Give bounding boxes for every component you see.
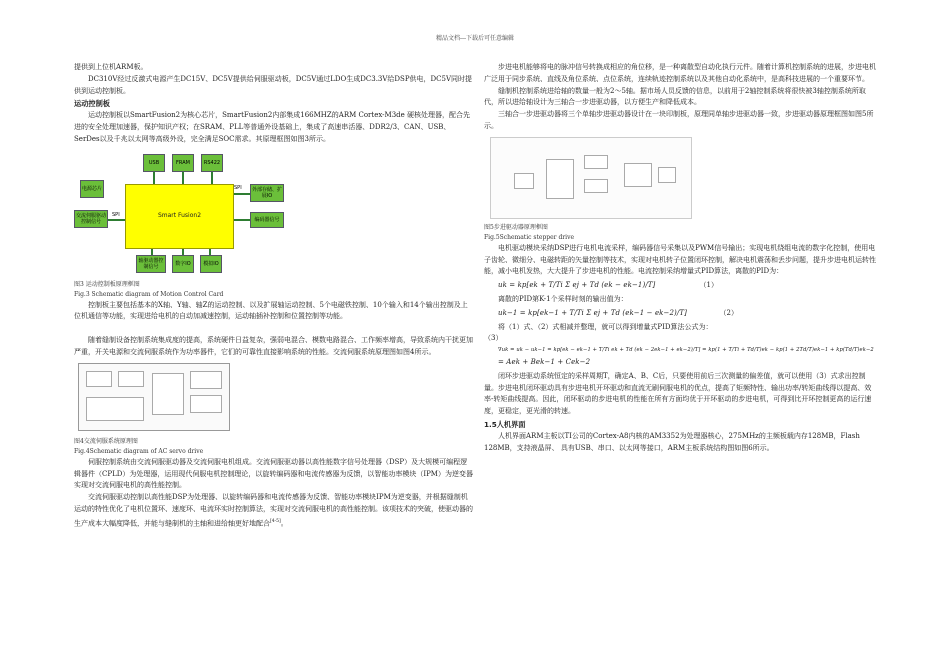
diagram-block (190, 395, 222, 413)
paragraph-text: 交流伺服驱动控制以高性能DSP为处理器、以旋转编码器和电流传感器为反馈、智能功率模块IPM为逆变器，并根据缝制机运动的特性优化了电机位置环、速度环、电流环实时控制算法，实现对交流伺服电机的高性能控制。该项技术的突破，使驱动器的生产成本大幅度降低，并能与缝制机的主轴和进给轴更好地配合 (74, 493, 473, 528)
equation-3-formula-a: ∇uk = uk − uk−1 = kp[ek − ek−1 + T/Ti ek + Td (ek − 2ek−1 + ek−2)/T] = kp(1 + T/Ti + Td/T)ek − kp(1 + 2Td/T)ek−1 + kp(Td/T)ek−2 (498, 347, 874, 354)
figure-5-stepper-diagram (484, 133, 879, 223)
block-power-chip: 电源芯片 (80, 180, 104, 198)
block-axis-driver-signal: 轴驱动器控制信号 (136, 255, 166, 273)
paragraph: 离散的PID第K-1个采样时刻的输出值为： (498, 294, 628, 303)
paragraph-end: 。 (280, 519, 288, 528)
left-column (74, 62, 474, 530)
page-header: 精品文档---下载后可任意编辑 (435, 35, 515, 42)
paragraph: 运动控制板以SmartFusion2为核心芯片，SmartFusion2内部集成166MHZ的ARM Cortex-M3de 硬核处理器，配合先进的安全处理加速器，保护知识产权；在SRAM、PLL等普通外设基础上，集成了高速串活器、DDR2/3、CAN、USB、SerDes以及千兆以太网等高级外设，完全满足SOC需求。其原理框图如图3所示。 (74, 111, 471, 143)
paragraph (74, 492, 474, 530)
diagram-block (190, 371, 222, 389)
equation-3 (498, 345, 879, 357)
block-fram: FRAM (172, 154, 194, 172)
spi-label-left: SPI (112, 211, 120, 218)
paragraph: 缝制机控制系统进给轴的数量一般为2～5轴。据市场人员反馈的信息，以前用于2轴控制系统将很快被3轴控制系统所取代，所以进给轴设计为三轴合一步进驱动器，以方便生产和降低成本。 (484, 86, 866, 107)
diagram-block (584, 155, 608, 169)
figure-5-caption-en: Fig.5Schematic stepper drive (484, 233, 575, 241)
figure-5-caption-cn: 图5步进驱动器原理框图 (484, 223, 548, 231)
paragraph: 控制板主要包括基本的X轴、Y轴、轴Z的运动控制、以及扩展轴运动控制、5个电磁铁控制、10个输入和14个输出控制及上位机通信等功能，实现进给电机的自动加减速控制，运动轴插补控制和位置控制等功能。 (74, 300, 468, 321)
paragraph: 将（1）式、（2）式相减并整理，就可以得到增量式PID算法公式为： (498, 322, 713, 331)
equation-1-number: （1） (699, 281, 718, 290)
diagram-block (118, 371, 144, 387)
paragraph: 伺服控制系统由交流伺服驱动器及交流伺服电机组成。交流伺服驱动器以高性能数字信号处理器（DSP）及大规模可编程逻辑器件（CPLD）为处理器，运用现代伺服电机控制理论，以旋转编码器和电流传感器为反馈，以智能功率模块（IPM）为逆变器实现对交流伺服电机的高性能控制。 (74, 457, 473, 490)
block-ac-servo-signal: 交流伺服驱动控制信号 (74, 210, 108, 228)
wire (211, 172, 213, 184)
figure-3-caption-cn: 图3 运动控制板原理框图 (74, 280, 140, 288)
equation-2-number: （2） (719, 308, 738, 317)
block-smartfusion2-core: Smart Fusion2 (125, 184, 234, 249)
figure-4-caption-cn: 图4交流伺服系统原理图 (74, 437, 138, 445)
right-column (484, 62, 879, 454)
equation-2 (498, 308, 738, 320)
figure-3-motion-control-diagram (74, 148, 474, 276)
paragraph: 三轴合一步进驱动器将三个单轴步进驱动器设计在一块印制板，原理同单轴步进驱动器一致，步进驱动器原理框图如图5所示。 (484, 110, 874, 130)
equation-3-number: （3） (484, 334, 503, 343)
diagram-block (152, 373, 184, 415)
diagram-block (658, 167, 676, 183)
block-digital-io: 数字IO (172, 255, 194, 273)
paragraph: 电机驱动模块采纳DSP进行电机电流采样，编码器信号采集以及PWM信号输出；实现电机绕组电流的数字化控制，使用电子齿轮、微细分、电磁转距的矢量控制等技术，实现对电机转子位置闭环控制，解决电机震荡和丢步问题，提升步进电机运转性能，减小电机发热，大大提升了步进电机的性能。电流控制采纳增量式PID算法，离散的PID为： (484, 243, 876, 276)
block-external-storage: 外部存储、扩展IO (250, 184, 284, 202)
spi-label-right: SPI (234, 184, 242, 191)
wire (234, 219, 250, 221)
paragraph: 步进电机能够将电的脉冲信号转换成相应的角位移，是一种离散型自动化执行元件。随着计算机控制系统的进展，步进电机广泛用于同步系统、直线及角位系统、点位系统，连续轨迹控制系统以及其他自动化系统中，是高科技进展的一个重要环节。 (484, 63, 876, 83)
section-heading-motion-control: 运动控制板 (74, 99, 110, 109)
wire (182, 172, 184, 184)
block-rs422: RS422 (201, 154, 223, 172)
figure-4-ac-servo-diagram (74, 361, 474, 433)
equation-3b (498, 357, 879, 369)
citation: [4-5] (270, 518, 281, 524)
paragraph: DC310V经过反激式电源产生DC15V、DC5V提供给伺服驱动板，DC5V通过LDO生成DC3.3V给DSP供电，DC5V同时提供到运动控制板。 (74, 74, 473, 95)
wire (234, 193, 250, 195)
wire (153, 172, 155, 184)
section-heading-hmi: 1.5人机界面 (484, 419, 526, 429)
paragraph: 随着缝制设备控制系统集成度的提高，系统硬件日益复杂，强弱电混合、模数电路混合、工作频率增高，导致系统内干扰更加严重，开关电源和交流伺服系统作为功率器件，它们的可靠性直接影响系统的性能。交流伺服系统原理图如图4所示。 (74, 336, 473, 356)
equation-1-formula: uk = kp[ek + T/Ti Σ ej + Td (ek − ek−1)/T] (498, 281, 656, 290)
diagram-block (86, 371, 112, 387)
paragraph: 闭环步进驱动系统恒定的采样周期T，确定A、B、C后，只要使用前后三次测量的偏差值，就可以使用（3）式求出控制量。步进电机闭环驱动具有步进电机开环驱动和直流无刷伺服电机的优点，提高了矩频特性、输出功率/转矩曲线得以提高、效率-转矩曲线提高。因此，闭环驱动的步进电机的性能在所有方面均优于开环驱动的步进电机，可得到比开环控制更高的运行速度，更稳定，更光滑的转速。 (484, 371, 872, 416)
diagram-block (546, 159, 574, 199)
equation-3-number-row (484, 333, 879, 345)
figure-4-caption-en: Fig.4Schematic diagram of AC servo drive (74, 447, 204, 455)
paragraph: 人机界面ARM主板以TI公司的Cortex-A8内核的AM3352为处理器核心，275MHz的主频板载内存128MB，Flash 128MB，支持液晶屏、 具有USB、串口、以太网等接口，ARM主板系统结构图如图6所示。 (484, 431, 860, 452)
diagram-block (514, 173, 534, 189)
equation-2-formula: uk−1 = kp[ek−1 + T/Ti Σ ej + Td (ek−1 − ek−2)/T] (498, 308, 687, 317)
block-usb: USB (143, 154, 165, 172)
equation-3-formula-b: = Aek + Bek−1 + Cek−2 (498, 357, 591, 366)
figure-3-caption-en: Fig.3 Schematic diagram of Motion Control Card (74, 290, 224, 298)
block-analog-io: 模拟IO (200, 255, 222, 273)
diagram-block (624, 163, 652, 187)
diagram-block (584, 179, 608, 193)
block-encoder-signal: 编码器信号 (250, 212, 284, 228)
diagram-block (86, 397, 144, 421)
paragraph: 提供到上位机ARM板。 (74, 63, 148, 71)
equation-1 (498, 280, 718, 292)
